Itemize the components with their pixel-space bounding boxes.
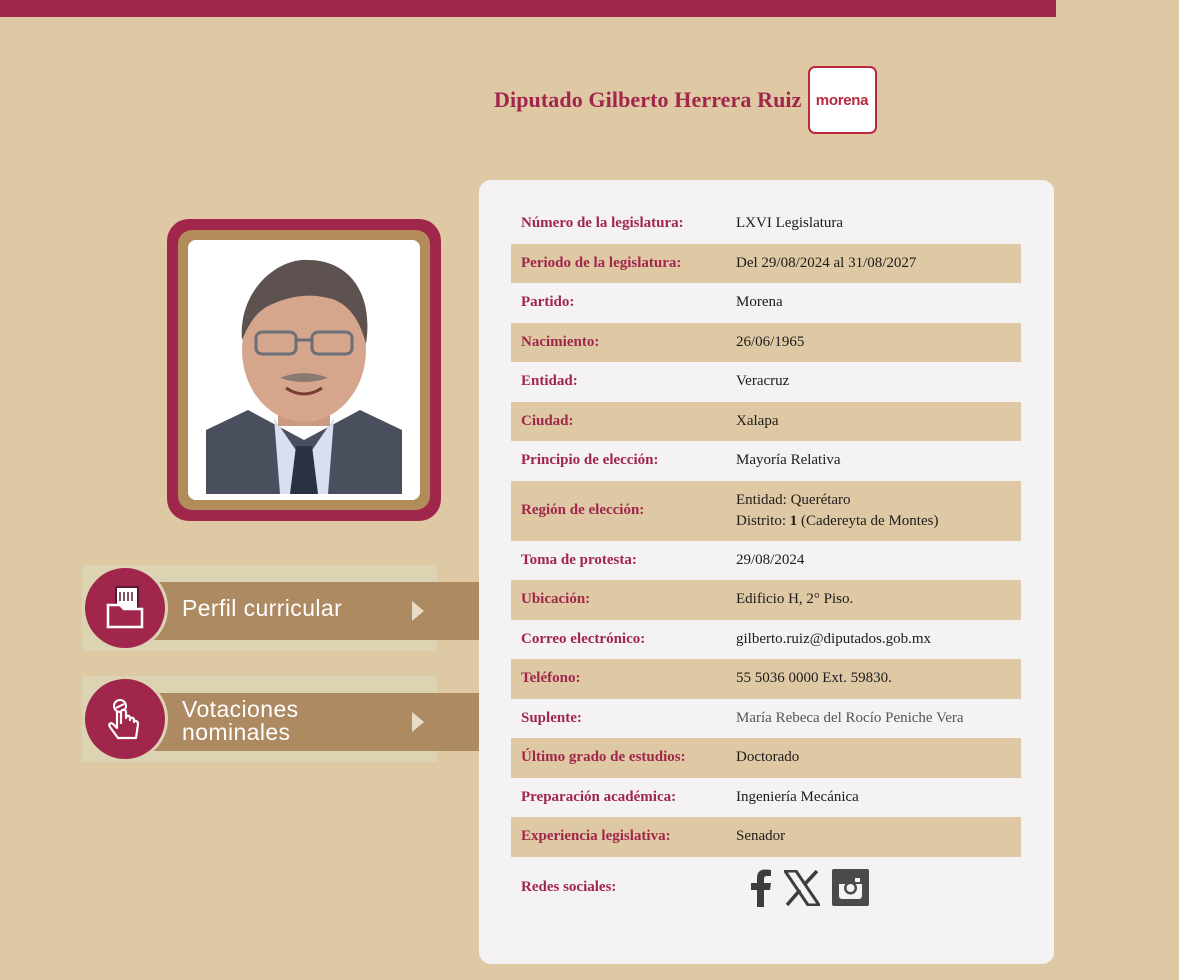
info-row-legislatura bbox=[511, 204, 1021, 244]
info-row-region bbox=[511, 481, 1021, 541]
info-label: Experiencia legislativa: bbox=[521, 828, 671, 845]
info-value: Del 29/08/2024 al 31/08/2027 bbox=[736, 254, 917, 271]
info-label: Región de elección: bbox=[521, 502, 645, 518]
hand-pointer-icon bbox=[82, 676, 168, 762]
info-row-periodo bbox=[511, 244, 1021, 284]
info-label: Último grado de estudios: bbox=[521, 749, 686, 766]
info-row-nacimiento bbox=[511, 323, 1021, 363]
info-label: Número de la legislatura: bbox=[521, 215, 684, 232]
email-link[interactable]: gilberto.ruiz@diputados.gob.mx bbox=[736, 630, 932, 647]
info-row-experiencia bbox=[511, 817, 1021, 857]
votaciones-nominales-label-line2: nominales bbox=[182, 719, 291, 745]
info-row-telefono bbox=[511, 659, 1021, 699]
perfil-curricular-button[interactable] bbox=[82, 565, 437, 651]
info-table bbox=[511, 204, 1021, 919]
info-label: Entidad: bbox=[521, 373, 578, 390]
info-label: Principio de elección: bbox=[521, 452, 659, 469]
info-value: 55 5036 0000 Ext. 59830. bbox=[736, 670, 892, 687]
votaciones-nominales-label: Votaciones bbox=[182, 696, 299, 722]
info-label: Periodo de la legislatura: bbox=[521, 254, 682, 271]
top-bar bbox=[0, 0, 1056, 17]
social-links bbox=[736, 869, 869, 907]
deputy-photo bbox=[188, 240, 420, 500]
info-label: Toma de protesta: bbox=[521, 551, 637, 568]
info-row-preparacion bbox=[511, 778, 1021, 818]
perfil-curricular-label: Perfil curricular bbox=[182, 595, 343, 621]
info-row-principio bbox=[511, 441, 1021, 481]
info-value: LXVI Legislatura bbox=[736, 215, 844, 232]
info-value: Entidad: Querétaro Distrito: 1 (Cadereyta de Montes) bbox=[736, 491, 939, 529]
info-value: Morena bbox=[736, 294, 783, 311]
info-value: Ingeniería Mecánica bbox=[736, 788, 859, 805]
info-label: Nacimiento: bbox=[521, 333, 600, 350]
info-label: Teléfono: bbox=[521, 670, 581, 687]
info-row-correo bbox=[511, 620, 1021, 660]
photo-frame bbox=[167, 219, 441, 521]
party-logo: morena bbox=[808, 66, 877, 134]
info-value: 26/06/1965 bbox=[736, 333, 805, 350]
info-value: Doctorado bbox=[736, 749, 800, 766]
instagram-icon[interactable] bbox=[832, 869, 869, 906]
info-value: Senador bbox=[736, 828, 786, 845]
info-row-entidad bbox=[511, 362, 1021, 402]
info-value: 29/08/2024 bbox=[736, 551, 805, 568]
info-row-redes bbox=[511, 857, 1021, 919]
info-row-suplente bbox=[511, 699, 1021, 739]
info-label: Preparación académica: bbox=[521, 788, 677, 805]
chevron-right-icon bbox=[412, 712, 424, 732]
info-row-ciudad bbox=[511, 402, 1021, 442]
header bbox=[494, 66, 877, 134]
portrait-illustration bbox=[188, 240, 420, 500]
info-label: Ciudad: bbox=[521, 412, 574, 429]
info-label: Ubicación: bbox=[521, 591, 591, 608]
info-label: Correo electrónico: bbox=[521, 630, 646, 647]
x-twitter-icon[interactable] bbox=[784, 870, 820, 906]
info-row-ubicacion bbox=[511, 580, 1021, 620]
info-value: Veracruz bbox=[736, 373, 790, 390]
votaciones-nominales-button[interactable] bbox=[82, 676, 437, 762]
info-row-partido bbox=[511, 283, 1021, 323]
info-row-toma bbox=[511, 541, 1021, 581]
info-value: Mayoría Relativa bbox=[736, 452, 841, 469]
folder-document-icon bbox=[82, 565, 168, 651]
chevron-right-icon bbox=[412, 601, 424, 621]
info-label: Suplente: bbox=[521, 709, 582, 726]
page-title: Diputado Gilberto Herrera Ruiz bbox=[494, 87, 802, 112]
info-label: Redes sociales: bbox=[521, 879, 617, 895]
suplente-link[interactable]: María Rebeca del Rocío Peniche Vera bbox=[736, 709, 964, 726]
facebook-icon[interactable] bbox=[750, 869, 772, 907]
info-value: Xalapa bbox=[736, 412, 779, 429]
info-label: Partido: bbox=[521, 294, 575, 311]
info-card bbox=[479, 180, 1054, 964]
info-row-grado bbox=[511, 738, 1021, 778]
info-value: Edificio H, 2° Piso. bbox=[736, 591, 854, 608]
